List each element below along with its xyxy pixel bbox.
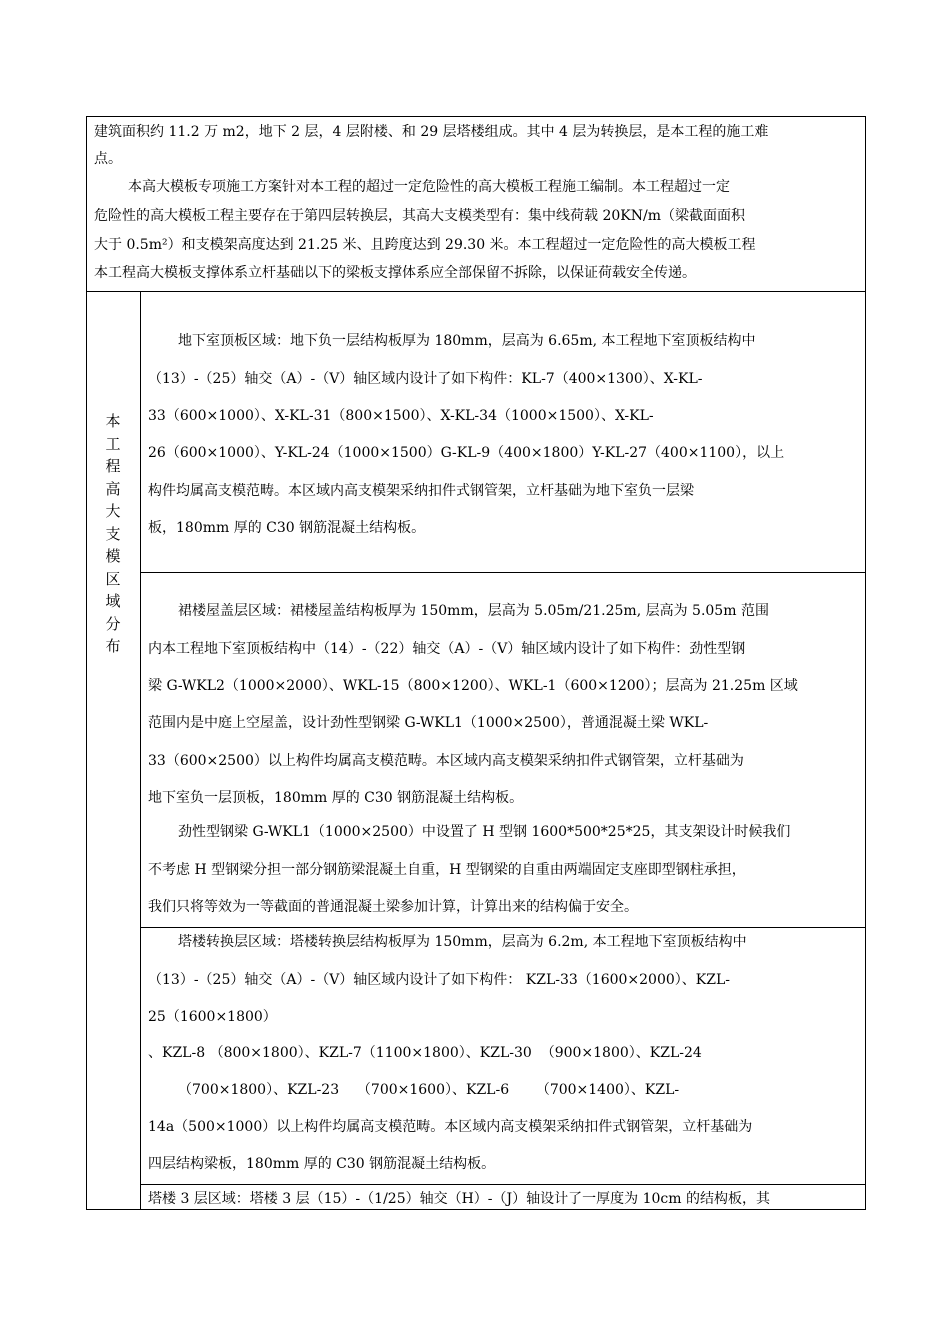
text-line: 33（600×2500）以上构件均属高支模范畴。本区域内高支模架采纳扣件式钢管架，立杆基础为: [148, 753, 744, 769]
text-line: 大于 0.5m²）和支模架高度达到 21.25 米、且跨度达到 29.30 米。本工程超过一定危险性的高大模板工程: [94, 237, 756, 253]
side-label-char: 工: [105, 434, 121, 453]
side-label-char: 区: [105, 569, 121, 588]
row-divider: [140, 1184, 866, 1185]
side-label-char: 大: [105, 502, 121, 520]
side-label: [86, 410, 140, 658]
text-line: 裙楼屋盖层区域：裙楼屋盖结构板厚为 150mm，层高为 5.05m/21.25m, 层高为 5.05m 范围: [178, 603, 769, 619]
text-line: 范围内是中庭上空屋盖，设计劲性型钢梁 G-WKL1（1000×2500），普通混凝土梁 WKL-: [148, 715, 709, 731]
text-line: 本工程高大模板支撑体系立杆基础以下的梁板支撑体系应全部保留不拆除，以保证荷载安全传递。: [94, 265, 696, 281]
text-line: （700×1800）、KZL-23 （700×1600）、KZL-6 （700×1400）、KZL-: [178, 1082, 680, 1098]
text-line: 地下室顶板区域：地下负一层结构板厚为 180mm，层高为 6.65m, 本工程地下室顶板结构中: [178, 333, 756, 349]
text-line: 不考虑 H 型钢梁分担一部分钢筋梁混凝土自重，H 型钢梁的自重由两端固定支座即型钢柱承担，: [148, 862, 746, 878]
text-line: 33（600×1000）、X-KL-31（800×1500）、X-KL-34（1000×1500）、X-KL-: [148, 408, 654, 424]
text-line: 我们只将等效为一等截面的普通混凝土梁参加计算，计算出来的结构偏于安全。: [148, 899, 638, 915]
side-label-char: 本: [105, 412, 121, 430]
side-label-char: 模: [105, 547, 121, 565]
row-divider: [86, 291, 866, 292]
text-line: 内本工程地下室顶板结构中（14）-（22）轴交（A）-（V）轴区域内设计了如下构件：劲性型钢: [148, 641, 746, 657]
text-line: 点。: [94, 151, 122, 167]
text-line: 建筑面积约 11.2 万 m2，地下 2 层，4 层附楼、和 29 层塔楼组成。其中 4 层为转换层，是本工程的施工难: [94, 124, 769, 140]
text-line: 塔楼转换层区域：塔楼转换层结构板厚为 150mm，层高为 6.2m, 本工程地下室顶板结构中: [178, 934, 747, 950]
text-line: 地下室负一层顶板，180mm 厚的 C30 钢筋混凝土结构板。: [148, 790, 524, 806]
row-divider: [140, 572, 866, 573]
text-line: （13）-（25）轴交（A）-（V）轴区域内设计了如下构件： KZL-33（1600×2000）、KZL-: [148, 972, 730, 988]
text-line: 26（600×1000）、Y-KL-24（1000×1500）G-KL-9（400×1800）Y-KL-27（400×1100），以上: [148, 445, 785, 461]
text-line: 劲性型钢梁 G-WKL1（1000×2500）中设置了 H 型钢 1600*500*25*25，其支架设计时候我们: [178, 824, 791, 840]
side-label-char: 高: [105, 479, 121, 498]
text-line: 14a（500×1000）以上构件均属高支模范畴。本区域内高支模架采纳扣件式钢管架，立杆基础为: [148, 1119, 753, 1135]
text-line: 板，180mm 厚的 C30 钢筋混凝土结构板。: [148, 520, 426, 536]
text-line: 25（1600×1800）: [148, 1009, 277, 1025]
side-label-char: 域: [105, 592, 121, 610]
side-label-char: 分: [105, 614, 121, 633]
text-line: 危险性的高大模板工程主要存在于第四层转换层，其高大支模类型有：集中线荷载 20KN/m（梁截面面积: [94, 208, 745, 224]
text-line: 四层结构梁板，180mm 厚的 C30 钢筋混凝土结构板。: [148, 1156, 496, 1172]
column-divider: [140, 291, 141, 1210]
side-label-char: 程: [105, 457, 121, 475]
text-line: （13）-（25）轴交（A）-（V）轴区域内设计了如下构件：KL-7（400×1300）、X-KL-: [148, 371, 703, 387]
text-line: 构件均属高支模范畴。本区域内高支模架采纳扣件式钢管架，立杆基础为地下室负一层梁: [148, 483, 694, 499]
row-divider: [140, 927, 866, 928]
text-line: 塔楼 3 层区域：塔楼 3 层（15）-（1/25）轴交（H）-（J）轴设计了一厚度为 10cm 的结构板，其: [148, 1191, 770, 1207]
text-line: 本高大模板专项施工方案针对本工程的超过一定危险性的高大模板工程施工编制。本工程超过一定: [128, 179, 730, 195]
text-line: 梁 G-WKL2（1000×2000）、WKL-15（800×1200）、WKL-1（600×1200）；层高为 21.25m 区域: [148, 678, 798, 694]
side-label-char: 布: [105, 637, 121, 655]
side-label-char: 支: [105, 524, 121, 543]
text-line: 、KZL-8 （800×1800）、KZL-7（1100×1800）、KZL-30 （900×1800）、KZL-24: [148, 1045, 702, 1061]
